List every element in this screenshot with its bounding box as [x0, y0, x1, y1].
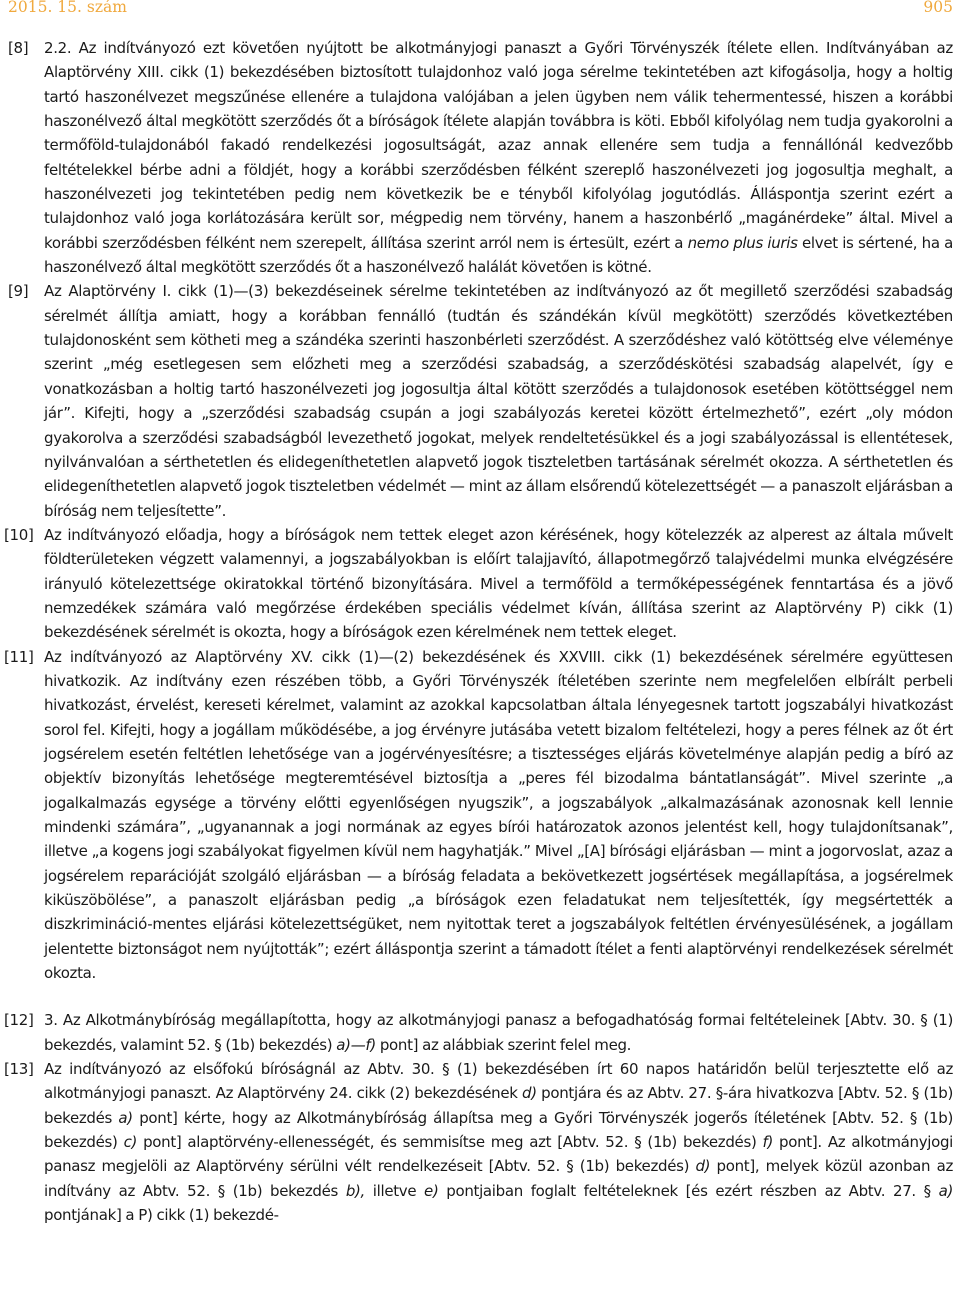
paragraph-number: [11] [4, 647, 34, 666]
text-run: Az indítványozó előadja, hogy a bíróságok nem tettek eleget azon kérésének, hogy kötelezzék az alperest az általa művelt földterületeken végzett valamennyi, a jogszabályokban is előírt talajjavító, állapotmegőrző talajvédelmi munka elvégzésére irányuló kötelezettsége okiratokkal történő bizonyítására. Mivel a termőföld a termőképességének fenntartása és a jövő nemzedékek számára való megőrzése érdekében speciális védelmet kíván, állítása szerint az Alaptörvény P) cikk (1) bekezdésének sérelmét is okozta, hogy a bíróságok ezen kérelmének nem tettek eleget. [44, 525, 953, 642]
paragraph-text [44, 523, 953, 645]
paragraph-text [44, 36, 953, 279]
paragraph-text [44, 279, 953, 522]
paragraph-text [44, 645, 953, 986]
text-run: 3. Az Alkotmánybíróság megállapította, hogy az alkotmányjogi panasz a befogadhatóság formai feltételeinek [Abtv. 30. § (1) bekezdés, valamint 52. § (1b) bekezdés) [44, 1011, 953, 1054]
italic-text-run: d) [695, 1157, 711, 1176]
paragraph [0, 523, 960, 645]
italic-text-run: a) [938, 1181, 954, 1200]
paragraph [0, 279, 960, 522]
paragraph [0, 645, 960, 986]
paragraph-number: [12] [4, 1011, 34, 1030]
text-run: 2.2. Az indítványozó ezt követően nyújtott be alkotmányjogi panaszt a Győri Törvényszék ítélete ellen. Indítványában az Alaptörvény XIII. cikk (1) bekezdésében biztosított tulajdonhoz való joga sérelme tekintetében azt kifogásolja, hogy a holtig tartó haszonélvezet megszűnése ellenére a tulajdona valójában a jelen ügyben nem válik tehermentessé, hiszen a korábbi haszonélvező által megkötött szerződés őt a bíróságok ítélete alapján továbbra is köti. Ebből kifolyólag nem tudja gyakorolni a termőföld-tulajdonából fakadó rendelkezési jogosultságát, azaz annak ellenére sem tudja a fennállónál kedvezőbb feltételekkel bérbe adni a földjét, hogy a korábbi szerződésben félként szereplő haszonélvezeti jog jogosultja meghalt, a haszonélvezeti jog tekintetében pedig nem következik be e tényből kifolyólag jogutódlás. Álláspontja szerint ezért a tulajdonhoz való joga korlátozására került sor, mégpedig nem törvény, hanem a haszonbérlő „magánérdeke” által. Mivel a korábbi szerződésben félként nem szerepelt, állítása szerint arról nem is értesült, ezért a [44, 39, 953, 252]
text-run: pontjára és az Abtv. 27. §-ára hivatkozva [Abtv. 52. § (1b) bekezdés [44, 1084, 953, 1127]
text-run: pont] kérte, hogy az Alkotmánybíróság állapítsa meg a Győri Törvényszék jogerős ítéletének [Abtv. 52. § (1b) bekezdés) [44, 1108, 953, 1152]
paragraph [0, 1057, 960, 1227]
section-gap [0, 985, 960, 1008]
text-run: illetve [365, 1181, 425, 1200]
italic-text-run: a) [118, 1108, 133, 1127]
text-run: pont], melyek közül azonban az indítvány az Abtv. 52. § (1b) bekezdés [44, 1157, 953, 1200]
text-run: Az indítványozó az Alaptörvény XV. cikk (1)—(2) bekezdésének és XXVIII. cikk (1) bekezdésének sérelmére együttesen hivatkozik. Az indítvány ezen részében több, a Győri Törvényszék ítéletében szerinte nem megfelelően elbírált perbeli hivatkozást, érvelést, kereseti kérelmet, valamint az azokkal kapcsolatban általa lényegesnek tartott jogszabályi hivatkozást sorol fel. Kifejti, hogy a jogállam működésébe, a jog érvényre jutásába vetett bizalom feltételezi, hogy a peres félnek az őt ért jogsérelem esetén feltétlen lehetősége van a jogérvényesítésre; a tisztességes eljárás követelménye alapján pedig a bíró az objektív bizonyítás lehetősége megteremtésével biztosítja a „peres fél bizodalma bántatlanságát”. Mivel szerinte „a jogalkalmazás egysége a törvény előtti egyenlőségen nyugszik”, a jogszabályok „alkalmazásának azonosnak kell lennie mindenki számára”, „ugyanannak a jogi normának az egyes bírói határozatok azonos jelentést kell, hogy tulajdonítsanak”, illetve „a kogens jogi szabályokat figyelmen kívül nem hagyhatják.” Mivel „[A] bírósági eljárásban — mint a jogorvoslat, azaz a jogsérelem reparációját szolgáló eljárásban — a bíróság feladata a bekövetkezett jogsértések megállapítása, a jogsérelmek kiküszöbölése”, a panaszolt eljárásban pedig „a bíróságok ezen feladatukat nem teljesítették, így megsértették a diszkrimináció-mentes eljárási kötelezettségüket, nem nyitottak teret a jogszabályok feltétlen érvényesülésének, a jogállam jelentette biztonságot nem nyújtották”; ezért álláspontja szerint a támadott ítélet a fenti alaptörvényi rendelkezések sérelmét okozta. [44, 647, 953, 983]
text-run: pontjának] a P) cikk (1) bekezdé- [44, 1206, 279, 1225]
paragraph-text [44, 1008, 953, 1057]
paragraph [0, 36, 960, 279]
paragraph-number: [13] [4, 1060, 34, 1079]
paragraph-number: [10] [4, 525, 34, 544]
page-number: 905 [923, 0, 953, 16]
paragraph-number: [8] [8, 39, 29, 57]
text-run: pontjaiban foglalt feltételeknek [és ezért részben az Abtv. 27. § [438, 1181, 939, 1200]
text-run: pont] az alábbiak szerint felel meg. [375, 1035, 632, 1054]
text-run: Az indítványozó az elsőfokú bíróságnál az Abtv. 30. § (1) bekezdésében írt 60 napos határidőn belül terjesztette elő az alkotmányjogi panaszt. Az Alaptörvény 24. cikk (2) bekezdésének [44, 1060, 953, 1103]
issue-label: 2015. 15. szám [8, 0, 127, 16]
italic-text-run: f) [762, 1133, 774, 1152]
italic-text-run: c) [123, 1133, 138, 1152]
italic-text-run: e) [424, 1181, 439, 1200]
text-run: elvet is sértené, ha a haszonélvező által megkötött szerződés őt a haszonélvező halálát követően is kötné. [44, 233, 953, 277]
italic-text-run: a)—f) [336, 1035, 376, 1054]
text-run: Az Alaptörvény I. cikk (1)—(3) bekezdéseinek sérelme tekintetében az indítványozó az őt megillető szerződési szabadság sérelmét állítja amiatt, hogy a korábban fennálló (tudtán és szándékán kívül megkötött) szerződés következtében tulajdonosként sem kötheti meg a szándéka szerinti haszonbérleti szerződést. A szerződéshez való kötöttség elve véleménye szerint „még esetlegesen sem előzheti meg a szerződési szabadság, a szerződéskötési szabadság alapelvét, így e vonatkozásban a holtig tartó haszonélvezeti jog jogosultja által kötött szerződés a tulajdonosok esetében kötöttséggel nem jár”. Kifejti, hogy a „szerződési szabadság csupán a jogi szabályozás keretei között értelmezhető”, ezért „oly módon gyakorolva a szerződési szabadságból levezethető jogokat, melyek rendeltetésükkel és a jogi szabályozással is ellentétesek, nyilvánvalóan a sérthetetlen és elidegeníthetetlen alapvető jogok tiszteletben tartásának sérelmét okozza. A sérthetetlen és elidegeníthetetlen alapvető jogok tiszteletben védelmét — mint az állam elsőrendű kötelezettségét — a panaszolt eljárásban a bíróság nem teljesítette”. [44, 282, 953, 520]
text-run: pont] alaptörvény-ellenességét, és semmisítse meg azt [Abtv. 52. § (1b) bekezdés) [137, 1133, 763, 1152]
text-run: pont]. Az alkotmányjogi panasz megjelöli az Alaptörvény sérülni vélt rendelkezéseit [Abtv. 52. § (1b) bekezdés) [44, 1133, 953, 1176]
paragraph [0, 1008, 960, 1057]
paragraph-text [44, 1057, 953, 1227]
italic-text-run: b), [345, 1181, 365, 1200]
paragraph-number: [9] [8, 282, 29, 301]
italic-text-run: d) [522, 1084, 537, 1103]
page-header [8, 0, 953, 24]
italic-text-run: nemo plus iuris [687, 233, 798, 252]
document-body [0, 36, 960, 1228]
